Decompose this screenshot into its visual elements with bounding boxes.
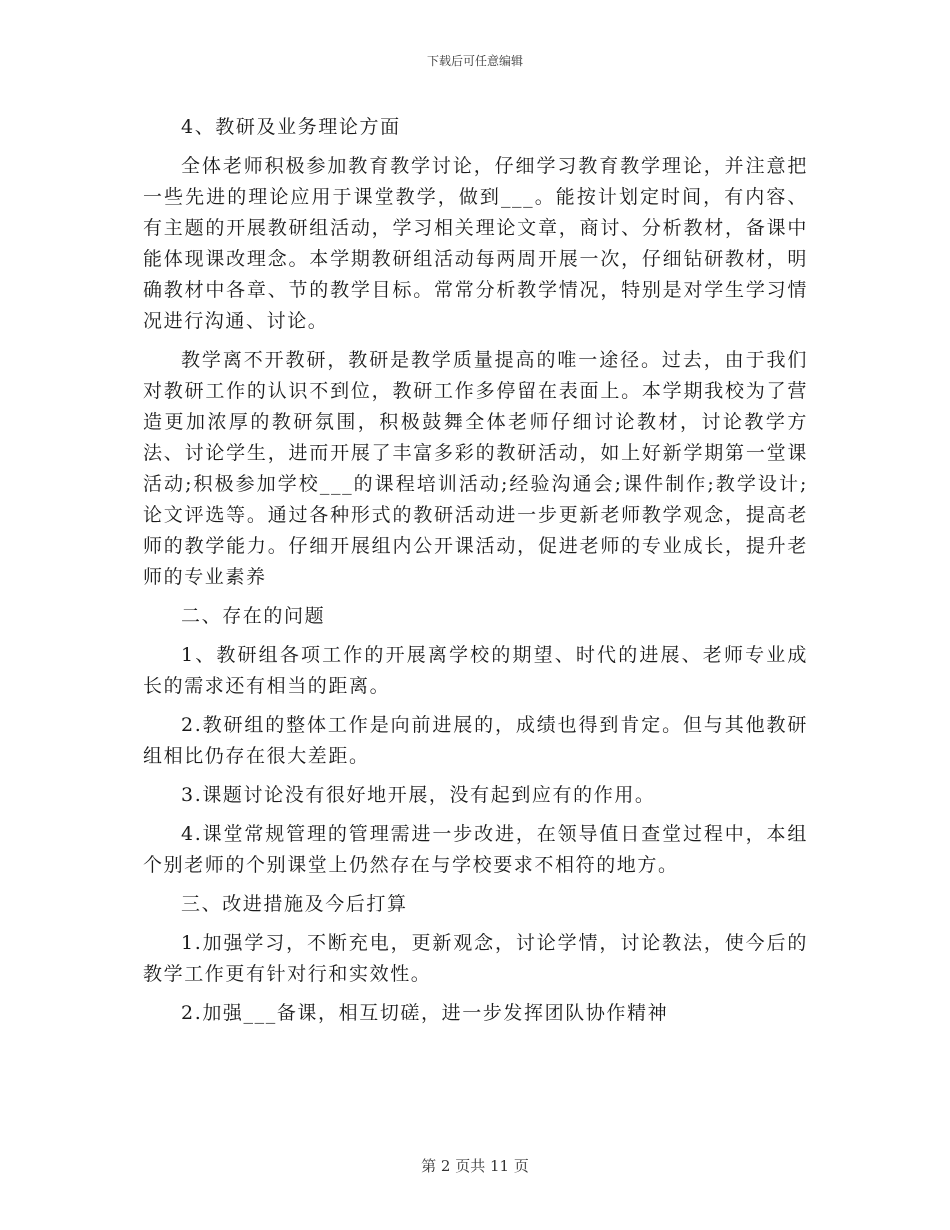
paragraph-research-activities: 教学离不开教研，教研是教学质量提高的唯一途径。过去，由于我们对教研工作的认识不到位，教研工作多停留在表面上。本学期我校为了营造更加浓厚的教研氛围，积极鼓舞全体老师仔细讨论教材，讨论教学方法、讨论学生，进而开展了丰富多彩的教研活动，如上好新学期第一堂课活动;积极参加学校___的课程培训活动;经验沟通会;课件制作;教学设计;论文评选等。通过各种形式的教研活动进一步更新老师教学观念，提高老师的教学能力。仔细开展组内公开课活动，促进老师的专业成长，提升老师的专业素养 <box>143 349 808 588</box>
section-heading-improvements: 三、改进措施及今后打算 <box>181 893 408 915</box>
improvement-item-1: 1.加强学习，不断充电，更新观念，讨论学情，讨论教法，使今后的教学工作更有针对行和实效性。 <box>143 932 808 985</box>
paragraph-teacher-study: 全体老师积极参加教育教学讨论，仔细学习教育教学理论，并注意把一些先进的理论应用于课堂教学，做到___。能按计划定时间，有内容、有主题的开展教研组活动，学习相关理论文章，商讨、分析教材，备课中能体现课改理念。本学期教研组活动每两周开展一次，仔细钻研教材，明确教材中各章、节的教学目标。常常分析教学情况，特别是对学生学习情况进行沟通、讨论。 <box>143 155 808 332</box>
page-header: 下载后可任意编辑 <box>426 54 523 68</box>
section-heading-problems: 二、存在的问题 <box>181 605 326 627</box>
improvement-item-2: 2.加强___备课，相互切磋，进一步发挥团队协作精神 <box>181 1002 669 1024</box>
problem-item-4: 4.课堂常规管理的管理需进一步改进，在领导值日查堂过程中，本组个别老师的个别课堂上仍然存在与学校要求不相符的地方。 <box>143 823 808 876</box>
section-heading-research-theory: 4、教研及业务理论方面 <box>181 116 401 138</box>
problem-item-1: 1、教研组各项工作的开展离学校的期望、时代的进展、老师专业成长的需求还有相当的距离。 <box>143 644 808 697</box>
page-footer: 第 2 页共 11 页 <box>421 1157 529 1175</box>
problem-item-2: 2.教研组的整体工作是向前进展的，成绩也得到肯定。但与其他教研组相比仍存在很大差距。 <box>143 714 808 767</box>
document-body <box>143 112 808 1037</box>
problem-item-3: 3.课题讨论没有很好地开展，没有起到应有的作用。 <box>181 784 656 806</box>
